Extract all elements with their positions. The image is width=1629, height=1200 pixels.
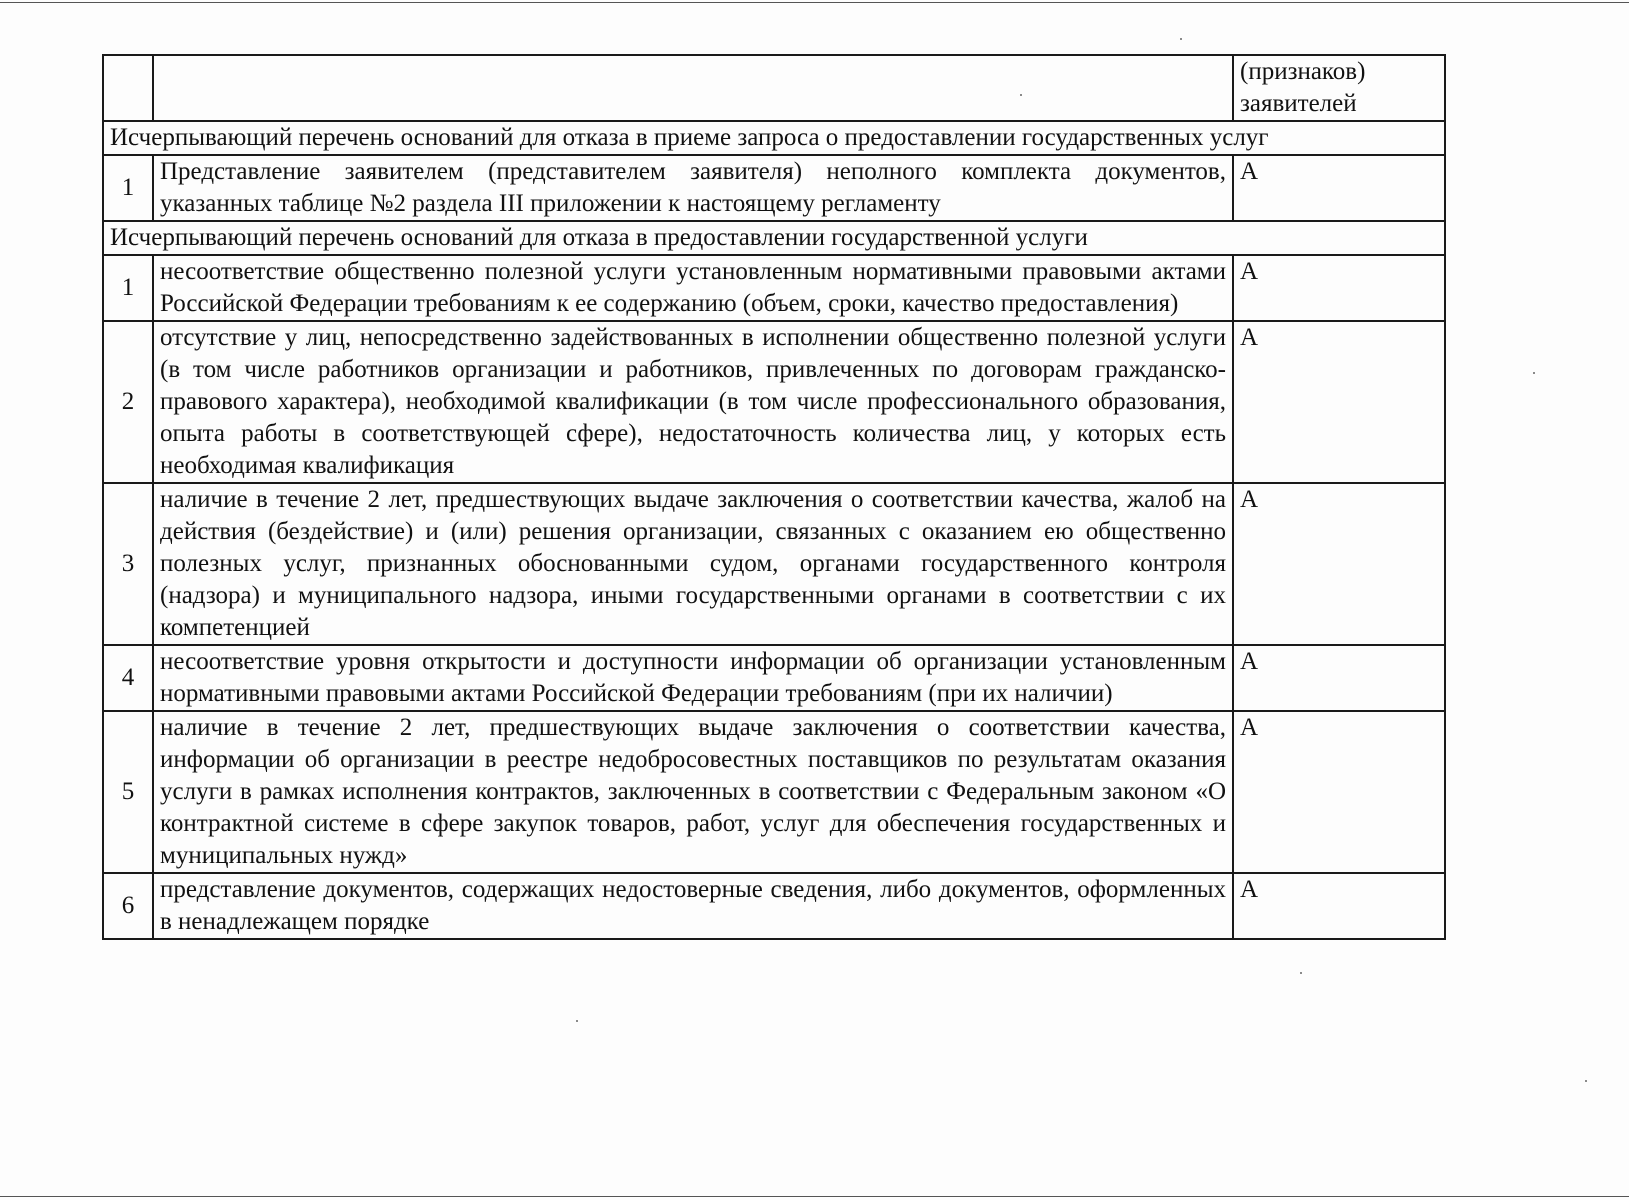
scan-speck bbox=[576, 1020, 578, 1022]
row-number: 3 bbox=[103, 483, 153, 645]
header-sign-cell: (признаков) заявителей bbox=[1233, 55, 1445, 121]
scan-edge-bottom bbox=[0, 1196, 1629, 1197]
row-sign: А bbox=[1233, 321, 1445, 483]
row-text: наличие в течение 2 лет, предшествующих выдаче заключения о соответствии качества, жалоб на действия (бездействие) и (или) решения организации, связанных с оказанием ею общественно полезных услуг, признанных обоснованными судом, органами государственного контроля (надзора) и муниципального надзора, иными государственными органами в соответствии с их компетенцией bbox=[153, 483, 1233, 645]
row-sign: А bbox=[1233, 873, 1445, 939]
row-text: несоответствие уровня открытости и доступности информации об организации установленным нормативными правовыми актами Российской Федерации требованиям (при их наличии) bbox=[153, 645, 1233, 711]
section-title: Исчерпывающий перечень оснований для отказа в приеме запроса о предоставлении государственных услуг bbox=[103, 121, 1445, 155]
row-number: 6 bbox=[103, 873, 153, 939]
table-row bbox=[103, 255, 1445, 321]
table-row bbox=[103, 321, 1445, 483]
row-text: несоответствие общественно полезной услуги установленным нормативными правовыми актами Российской Федерации требованиям к ее содержанию (объем, сроки, качество предоставления) bbox=[153, 255, 1233, 321]
section-title-row bbox=[103, 121, 1445, 155]
row-text: Представление заявителем (представителем заявителя) неполного комплекта документов, указанных таблице №2 раздела III приложении к настоящему регламенту bbox=[153, 155, 1233, 221]
table-row bbox=[103, 483, 1445, 645]
section-title: Исчерпывающий перечень оснований для отказа в предоставлении государственной услуги bbox=[103, 221, 1445, 255]
section-title-row bbox=[103, 221, 1445, 255]
header-text-cell bbox=[153, 55, 1233, 121]
table-row bbox=[103, 645, 1445, 711]
row-sign: А bbox=[1233, 155, 1445, 221]
table-row bbox=[103, 155, 1445, 221]
scan-speck bbox=[1585, 1080, 1587, 1082]
scan-speck bbox=[1020, 94, 1022, 96]
row-text: наличие в течение 2 лет, предшествующих выдаче заключения о соответствии качества, информации об организации в реестре недобросовестных поставщиков по результатам оказания услуги в рамках исполнения контрактов, заключенных в соответствии с Федеральным законом «О контрактной системе в сфере закупок товаров, работ, услуг для обеспечения государственных и муниципальных нужд» bbox=[153, 711, 1233, 873]
row-sign: А bbox=[1233, 645, 1445, 711]
row-number: 1 bbox=[103, 155, 153, 221]
row-sign: А bbox=[1233, 483, 1445, 645]
scan-speck bbox=[1533, 372, 1535, 374]
row-sign: А bbox=[1233, 711, 1445, 873]
scan-speck bbox=[1300, 972, 1302, 974]
scan-speck bbox=[1180, 38, 1182, 40]
row-text: представление документов, содержащих недостоверные сведения, либо документов, оформленных в ненадлежащем порядке bbox=[153, 873, 1233, 939]
row-number: 5 bbox=[103, 711, 153, 873]
row-number: 1 bbox=[103, 255, 153, 321]
row-text: отсутствие у лиц, непосредственно задействованных в исполнении общественно полезной услуги (в том числе работников организации и работников, привлеченных по договорам гражданско-правового характера), необходимой квалификации (в том числе профессионального образования, опыта работы в соответствующей сфере), недостаточность количества лиц, у которых есть необходимая квалификация bbox=[153, 321, 1233, 483]
table-header-row bbox=[103, 55, 1445, 121]
table-row bbox=[103, 873, 1445, 939]
row-number: 4 bbox=[103, 645, 153, 711]
row-sign: А bbox=[1233, 255, 1445, 321]
refusal-grounds-table bbox=[102, 54, 1446, 940]
scan-edge-top bbox=[0, 2, 1629, 3]
table-row bbox=[103, 711, 1445, 873]
row-number: 2 bbox=[103, 321, 153, 483]
header-num-cell bbox=[103, 55, 153, 121]
